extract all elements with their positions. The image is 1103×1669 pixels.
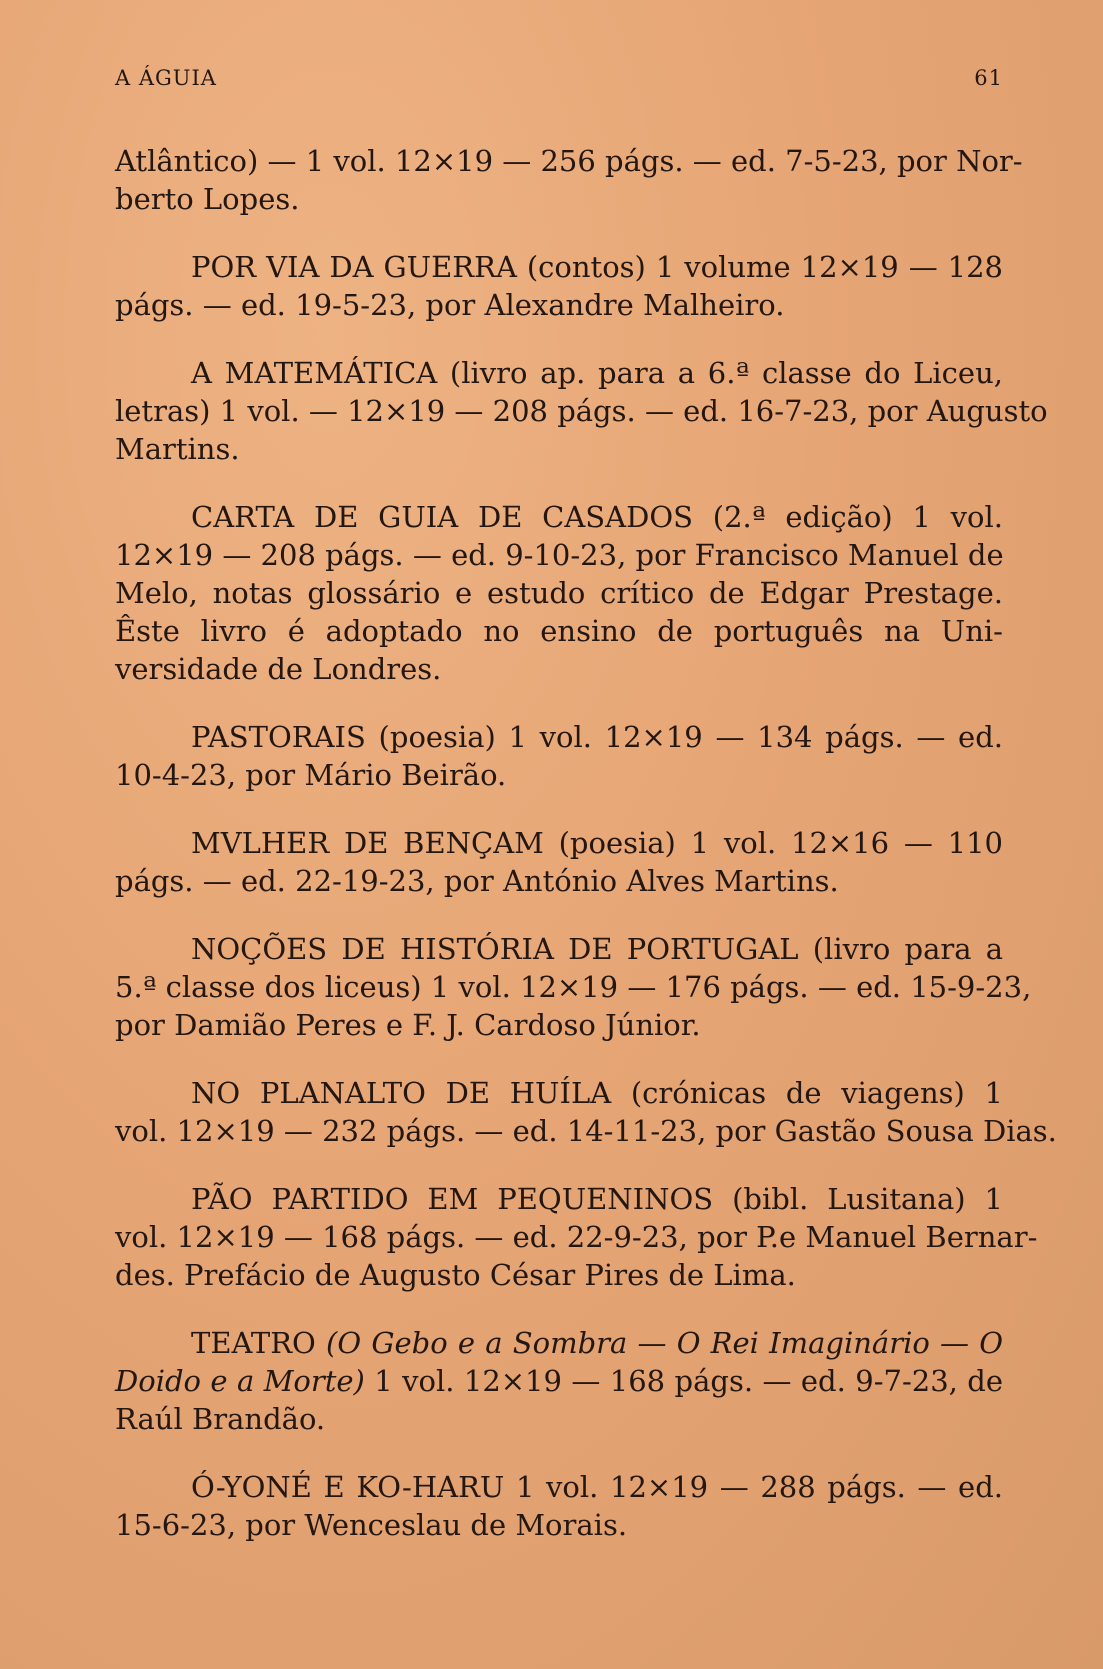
- italic-title: (O Gebo e a Sombra — O Rei Imaginário — O: [326, 1326, 1003, 1360]
- entry-nocoes-de-historia: [115, 930, 1032, 1044]
- text-line: Melo, notas glossário e estudo crítico de Edgar Prestage.: [115, 576, 1003, 610]
- text-run: TEATRO: [191, 1326, 327, 1360]
- text-line: MVLHER DE BENÇAM (poesia) 1 vol. 12×16 — 110: [191, 826, 1003, 860]
- entry-carta-de-guia: [115, 498, 1003, 688]
- entry-atlantico: [115, 142, 1023, 218]
- entry-teatro: [115, 1324, 1003, 1438]
- text-line: 10-4-23, por Mário Beirão.: [115, 758, 507, 792]
- text-line: CARTA DE GUIA DE CASADOS (2.ª edição) 1 vol.: [191, 500, 1003, 534]
- text-line: [115, 1362, 1003, 1400]
- journal-title: A ÁGUIA: [115, 66, 217, 90]
- text-line: 5.ª classe dos liceus) 1 vol. 12×19 — 176 págs. — ed. 15-9-23,: [115, 970, 1032, 1004]
- text-line: págs. — ed. 22-19-23, por António Alves Martins.: [115, 864, 839, 898]
- text-line: NO PLANALTO DE HUÍLA (crónicas de viagens) 1: [191, 1076, 1003, 1110]
- text-line: NOÇÕES DE HISTÓRIA DE PORTUGAL (livro para a: [191, 932, 1003, 966]
- text-line: 12×19 — 208 págs. — ed. 9-10-23, por Francisco Manuel de: [115, 538, 1004, 572]
- text-line: Ó-YONÉ E KO-HARU 1 vol. 12×19 — 288 págs. — ed.: [191, 1470, 1003, 1504]
- text-line: A MATEMÁTICA (livro ap. para a 6.ª classe do Liceu,: [191, 356, 1003, 390]
- text-line: Êste livro é adoptado no ensino de português na Uni-: [115, 614, 1003, 648]
- entry-o-yone-e-ko-haru: [115, 1468, 1003, 1544]
- text-line: berto Lopes.: [115, 182, 300, 216]
- entry-por-via-da-guerra: [115, 248, 1003, 324]
- text-line: vol. 12×19 — 232 págs. — ed. 14-11-23, por Gastão Sousa Dias.: [115, 1114, 1057, 1148]
- text-line: letras) 1 vol. — 12×19 — 208 págs. — ed. 16-7-23, por Augusto: [115, 394, 1048, 428]
- text-line: PASTORAIS (poesia) 1 vol. 12×19 — 134 págs. — ed.: [191, 720, 1003, 754]
- entry-pao-partido: [115, 1180, 1038, 1294]
- book-list: [115, 142, 1057, 1574]
- text-line: POR VIA DA GUERRA (contos) 1 volume 12×19 — 128: [191, 250, 1003, 284]
- entry-no-planalto: [115, 1074, 1057, 1150]
- running-head: [115, 66, 1003, 96]
- text-line: Martins.: [115, 432, 240, 466]
- text-line: págs. — ed. 19-5-23, por Alexandre Malheiro.: [115, 288, 785, 322]
- text-line: PÃO PARTIDO EM PEQUENINOS (bibl. Lusitana) 1: [191, 1182, 1003, 1216]
- text-line: 15-6-23, por Wenceslau de Morais.: [115, 1508, 628, 1542]
- text-line: versidade de Londres.: [115, 652, 442, 686]
- page-number: 61: [974, 66, 1003, 90]
- text-line: Raúl Brandão.: [115, 1402, 326, 1436]
- text-line: por Damião Peres e F. J. Cardoso Júnior.: [115, 1008, 701, 1042]
- text-line: vol. 12×19 — 168 págs. — ed. 22-9-23, por P.e Manuel Bernar-: [115, 1220, 1038, 1254]
- text-line: [115, 1324, 1003, 1362]
- text-run: 1 vol. 12×19 — 168 págs. — ed. 9-7-23, de: [364, 1364, 1003, 1398]
- entry-pastorais: [115, 718, 1003, 794]
- italic-title: Doido e a Morte): [115, 1364, 365, 1398]
- text-line: des. Prefácio de Augusto César Pires de Lima.: [115, 1258, 796, 1292]
- text-line: Atlântico) — 1 vol. 12×19 — 256 págs. — ed. 7-5-23, por Nor-: [115, 144, 1023, 178]
- entry-mvlher-de-bencam: [115, 824, 1003, 900]
- entry-a-matematica: [115, 354, 1048, 468]
